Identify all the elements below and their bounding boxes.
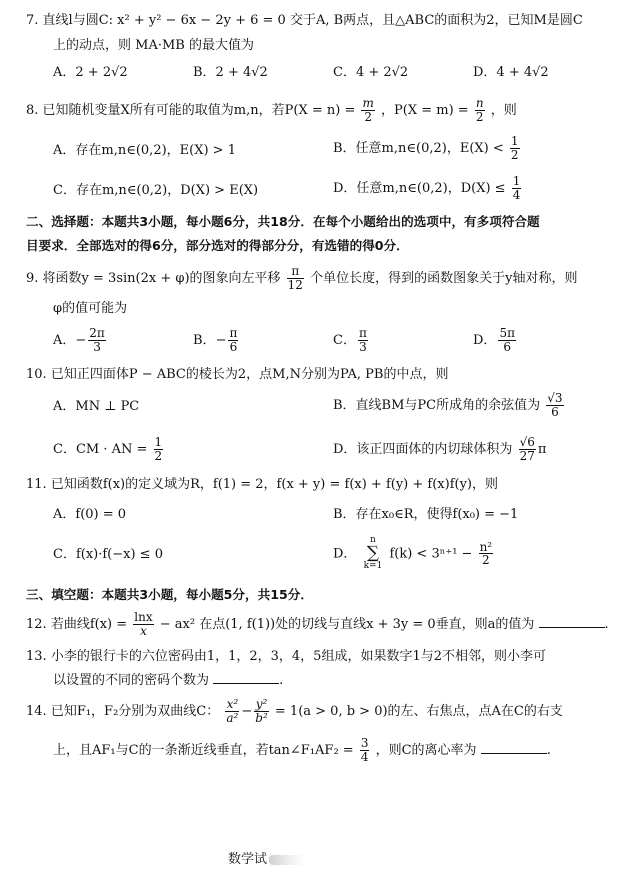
q9-line1 xyxy=(26,264,604,294)
q9-option-a-sign: − xyxy=(75,333,87,348)
q9-option-c-frac xyxy=(358,327,368,353)
q14-stem-c: 上，且AF₁与C的一条渐近线垂直，若tan∠F₁AF₂ = xyxy=(53,743,354,758)
q7-stem: 直线l与圆C: x² + y² − 6x − 2y + 6 = 0 交于A, B两点，且△ABC的面积为2，已知M是圆C xyxy=(42,13,583,28)
q10-option-d-frac xyxy=(519,436,536,462)
q8-stem-b: ，P(X = m) = xyxy=(381,103,469,118)
q14-minus: − xyxy=(241,704,253,719)
q9-option-b-den: 6 xyxy=(229,340,238,354)
q9-option-d-num: 5π xyxy=(499,326,515,341)
q14-frac-y-den: b² xyxy=(255,711,268,725)
q14-frac-x-den: a² xyxy=(226,711,239,725)
q12-stem-a: 若曲线f(x) = xyxy=(50,617,128,632)
q12-stem-b: − ax² 在点(1, f(1))处的切线与直线x + 3y = 0垂直，则a的值为 xyxy=(159,617,535,632)
q11-option-c: C．f(x)·f(−x) ≤ 0 xyxy=(53,547,163,562)
q11-option-d-text: f(k) < 3ⁿ⁺¹ − xyxy=(389,546,473,562)
q9-option-c xyxy=(333,326,370,356)
q10-option-c-text: C．CM · AN = xyxy=(53,442,148,457)
q9-shift-frac xyxy=(287,265,304,291)
q14-frac-x-num: x² xyxy=(226,697,239,712)
q8-frac-n xyxy=(475,97,485,123)
q9-option-a-den: 3 xyxy=(93,340,101,354)
q9-option-a-num: 2π xyxy=(89,326,105,341)
q9-option-a-frac xyxy=(88,327,106,353)
q8-option-a: A．存在m,n∈(0,2)，E(X) > 1 xyxy=(53,143,236,158)
q8-frac-m-num: m xyxy=(362,96,374,111)
q8-stem-c: ，则 xyxy=(490,103,517,118)
q8-frac-n-den: 2 xyxy=(475,110,484,124)
q8-frac-n-num: n xyxy=(475,96,484,111)
q12-frac xyxy=(133,611,153,637)
q9-option-d-label: D． xyxy=(473,333,497,348)
q10-option-b-text: B．直线BM与PC所成角的余弦值为 xyxy=(333,398,541,413)
q11-option-d-frac xyxy=(479,541,494,567)
q11-option-d-den: 2 xyxy=(482,553,490,568)
q11-option-d-label: D． xyxy=(333,546,357,562)
q9-option-b-num: π xyxy=(229,326,238,341)
q10-option-b-num: √3 xyxy=(547,391,563,406)
q7-option-d: D．4 + 4√2 xyxy=(473,65,549,80)
q8-option-b-den: 2 xyxy=(510,148,519,162)
q11-line1 xyxy=(26,474,604,496)
q9-option-c-num: π xyxy=(358,326,367,341)
q9-option-d-den: 6 xyxy=(503,340,512,354)
q9-option-c-label: C． xyxy=(333,333,356,348)
q12-answer-blank[interactable] xyxy=(539,614,605,628)
q10-number: 10. xyxy=(26,367,47,382)
q13-line1 xyxy=(26,646,604,668)
q8-option-b-num: 1 xyxy=(510,134,519,149)
q14-line1 xyxy=(26,696,604,728)
q9-option-c-den: 3 xyxy=(359,340,367,354)
q9-option-b-label: B． xyxy=(193,333,216,348)
q8-number: 8. xyxy=(26,103,39,118)
q8-option-d xyxy=(333,174,523,204)
q10-option-d-pi: π xyxy=(537,442,547,457)
q9-option-a xyxy=(53,326,108,356)
q8-option-b xyxy=(333,134,522,164)
q11-option-d xyxy=(333,536,495,572)
q14-stem-b: = 1(a > 0, b > 0)的左、右焦点，点A在C的右支 xyxy=(274,704,563,719)
q14-stem-a: 已知F₁，F₂分别为双曲线C： xyxy=(50,704,220,719)
q14-frac-tan-num: 3 xyxy=(360,736,369,751)
q14-number: 14. xyxy=(26,704,47,719)
q10-option-b-frac xyxy=(546,392,563,418)
q13-stem-line2: 以设置的不同的密码个数为 xyxy=(53,673,210,688)
q10-option-c-frac xyxy=(154,436,164,462)
q9-option-b xyxy=(193,326,240,356)
q10-option-c-num: 1 xyxy=(154,435,163,450)
q12-line1 xyxy=(26,610,609,640)
q7-option-c: C．4 + 2√2 xyxy=(333,65,409,80)
q9-option-b-sign: − xyxy=(215,333,227,348)
q11-option-d-sum xyxy=(363,536,384,572)
q11-option-a: A．f(0) = 0 xyxy=(53,507,127,522)
q14-end: . xyxy=(546,743,551,758)
q14-frac-tan xyxy=(360,737,370,763)
q10-option-a: A．MN ⊥ PC xyxy=(53,399,140,414)
q10-option-c xyxy=(53,434,165,466)
q14-stem-d: ，则C的离心率为 xyxy=(375,743,477,758)
q14-frac-y xyxy=(254,698,269,724)
q12-number: 12. xyxy=(26,617,47,632)
q14-answer-blank[interactable] xyxy=(481,740,547,754)
q10-option-d-den: 27 xyxy=(519,449,535,463)
q10-option-b-den: 6 xyxy=(551,405,559,419)
q14-frac-x xyxy=(225,698,239,724)
q10-line1 xyxy=(26,364,604,386)
q9-number: 9. xyxy=(26,271,39,286)
q11-option-d-sigma: ∑ xyxy=(366,543,380,564)
footer-text: 数学试 xyxy=(228,852,268,867)
q11-option-d-sum-bottom: k=1 xyxy=(363,561,383,572)
q11-number: 11. xyxy=(26,477,47,492)
q8-option-b-frac xyxy=(510,135,520,161)
q8-frac-m xyxy=(361,97,374,123)
q11-option-b: B．存在x₀∈R，使得f(x₀) = −1 xyxy=(333,507,519,522)
q9-option-a-label: A． xyxy=(53,333,76,348)
q11-option-d-sum-top: n xyxy=(370,535,376,545)
q8-stem-a: 已知随机变量X所有可能的取值为m,n，若P(X = n) = xyxy=(42,103,356,118)
q10-option-b xyxy=(333,390,566,422)
q9-option-d-frac xyxy=(498,327,516,353)
q10-option-c-den: 2 xyxy=(154,449,163,463)
q10-stem: 已知正四面体P − ABC的棱长为2，点M,N分别为PA, PB的中点，则 xyxy=(50,367,449,382)
q11-stem: 已知函数f(x)的定义域为R，f(1) = 2，f(x + y) = f(x) + f(y) + f(x)f(y)，则 xyxy=(50,477,498,492)
q9-shift-num: π xyxy=(287,265,304,279)
q14-line2 xyxy=(53,734,604,768)
q9-stem-a: 将函数y = 3sin(2x + φ)的图象向左平移 xyxy=(42,271,281,286)
q12-frac-num: lnx xyxy=(134,610,153,625)
q9-line2: φ的值可能为 xyxy=(53,301,128,316)
q9-shift-den: 12 xyxy=(287,278,303,292)
q9-stem-b: 个单位长度，得到的函数图象关于y轴对称，则 xyxy=(310,271,578,286)
q8-frac-m-den: 2 xyxy=(364,110,372,124)
q9-option-d xyxy=(473,326,518,356)
q8-option-b-text: B．任意m,n∈(0,2)，E(X) < xyxy=(333,141,504,156)
q13-stem: 小李的银行卡的六位密码由1，1，2，3，4，5组成，如果数字1与2不相邻，则小李可 xyxy=(50,649,546,664)
q9-option-b-frac xyxy=(228,327,238,353)
q8-option-d-den: 4 xyxy=(512,188,521,202)
q12-frac-den: x xyxy=(140,624,147,638)
q11-option-d-num: n² xyxy=(479,539,493,554)
q13-answer-blank[interactable] xyxy=(213,670,279,684)
q10-option-d-text: D．该正四面体的内切球体积为 xyxy=(333,442,513,457)
q10-option-d-num: √6 xyxy=(519,435,535,450)
section3-heading: 三、填空题：本题共3小题，每小题5分，共15分． xyxy=(26,587,313,602)
q8-option-c: C．存在m,n∈(0,2)，D(X) > E(X) xyxy=(53,183,259,198)
q8-option-d-num: 1 xyxy=(512,174,521,189)
q14-frac-tan-den: 4 xyxy=(360,750,369,764)
footer-smudge xyxy=(269,855,305,865)
q14-frac-y-num: y² xyxy=(255,697,268,712)
q10-option-d xyxy=(333,434,546,466)
section2-heading-line2: 目要求．全部选对的得6分，部分选对的得部分分，有选错的得0分． xyxy=(26,238,409,253)
page-footer xyxy=(228,848,305,867)
q7-option-b: B．2 + 4√2 xyxy=(193,65,268,80)
q8-line1 xyxy=(26,96,604,126)
q8-option-d-text: D．任意m,n∈(0,2)，D(X) ≤ xyxy=(333,181,506,196)
q7-line2: 上的动点，则 MA·MB 的最大值为 xyxy=(53,38,254,53)
q13-line2 xyxy=(53,670,604,692)
q13-number: 13. xyxy=(26,649,47,664)
section2-heading-line1: 二、选择题：本题共3小题，每小题6分，共18分．在每个小题给出的选项中，有多项符合题 xyxy=(26,214,540,229)
q7-number: 7. xyxy=(26,13,39,28)
q8-option-d-frac xyxy=(512,175,522,201)
q13-end: . xyxy=(279,673,284,688)
q12-end: . xyxy=(604,617,609,632)
q7-option-a: A．2 + 2√2 xyxy=(53,65,128,80)
q7-line1 xyxy=(26,10,604,32)
